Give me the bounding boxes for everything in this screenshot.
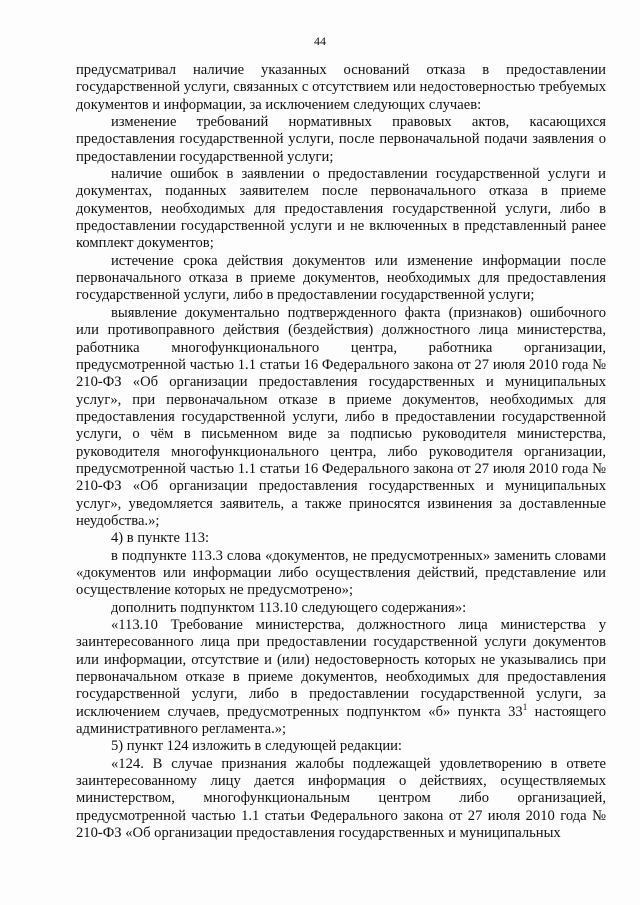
page-number: 44 <box>314 34 326 48</box>
paragraph-with-footnote <box>76 617 606 738</box>
paragraph-text: «113.10 Требование министерства, должностного лица министерства у заинтересованного лица при предоставлении государственной услуги документов или информации, отсутствие и (или) недостоверность которых не указывались при первоначальном отказе в приеме документов, необходимых для предоставления государственной услуги, либо в предоставлении государственной услуги, за исключением случаев, предусмотренных подпунктом «б» пункта 33 <box>76 617 606 720</box>
paragraph-continuation: настоящего административного регламента.»; <box>76 703 606 738</box>
paragraph: «124. В случае признания жалобы подлежащей удовлетворению в ответе заинтересованному лицу дается информация о действиях, осуществляемых министерством, многофункциональным центром либо организацией, предусмотренной частью 1.1 статьи Федерального закона от 27 июля 2010 года № 210-ФЗ «Об организации предоставления государственных и муниципальных <box>76 755 606 842</box>
paragraph: наличие ошибок в заявлении о предоставлении государственной услуги и документах, поданных заявителем после первоначального отказа в приеме документов, необходимых для предоставления государственной услуги, либо в предоставлении государственной услуги и не включенных в представленный ранее комплект документов; <box>76 166 606 252</box>
paragraph: 4) в пункте 113: <box>111 530 210 547</box>
paragraph: изменение требований нормативных правовых актов, касающихся предоставления государственной услуги, после первоначальной подачи заявления о предоставлении государственной услуги; <box>76 114 606 165</box>
paragraph: в подпункте 113.3 слова «документов, не предусмотренных» заменить словами «документов или информации либо осуществления действий, представление или осуществление которых не предусмотрено»; <box>76 547 606 599</box>
paragraph: дополнить подпунктом 113.10 следующего содержания»: <box>111 599 467 616</box>
paragraph: истечение срока действия документов или изменение информации после первоначального отказа в приеме документов, необходимых для предоставления государственной услуги, либо в предоставлении государственной услуги; <box>76 252 606 304</box>
paragraph: 5) пункт 124 изложить в следующей редакции: <box>111 738 402 755</box>
paragraph: предусматривал наличие указанных оснований отказа в предоставлении государственной услуги, связанных с отсутствием или недостоверностью требуемых документов и информации, за исключением следующих случаев: <box>76 62 606 113</box>
superscript-mark: 1 <box>522 701 528 712</box>
document-body <box>76 62 606 842</box>
paragraph: выявление документально подтвержденного факта (признаков) ошибочного или противоправного действия (бездействия) должностного лица министерства, работника многофункционального центра, работника организации, предусмотренной частью 1.1 статьи 16 Федерального закона от 27 июля 2010 года № 210-ФЗ «Об организации предоставления государственных и муниципальных услуг», при первоначальном отказе в приеме документов, необходимых для предоставления государственной услуги, либо в предоставлении государственной услуги, о чём в письменном виде за подписью руководителя министерства, руководителя многофункционального центра, либо руководителя организации, предусмотренной частью 1.1 статьи 16 Федерального закона от 27 июля 2010 года № 210-ФЗ «Об организации предоставления государственных и муниципальных услуг», уведомляется заявитель, а также приносятся извинения за доставленные неудобства.»; <box>76 304 606 529</box>
